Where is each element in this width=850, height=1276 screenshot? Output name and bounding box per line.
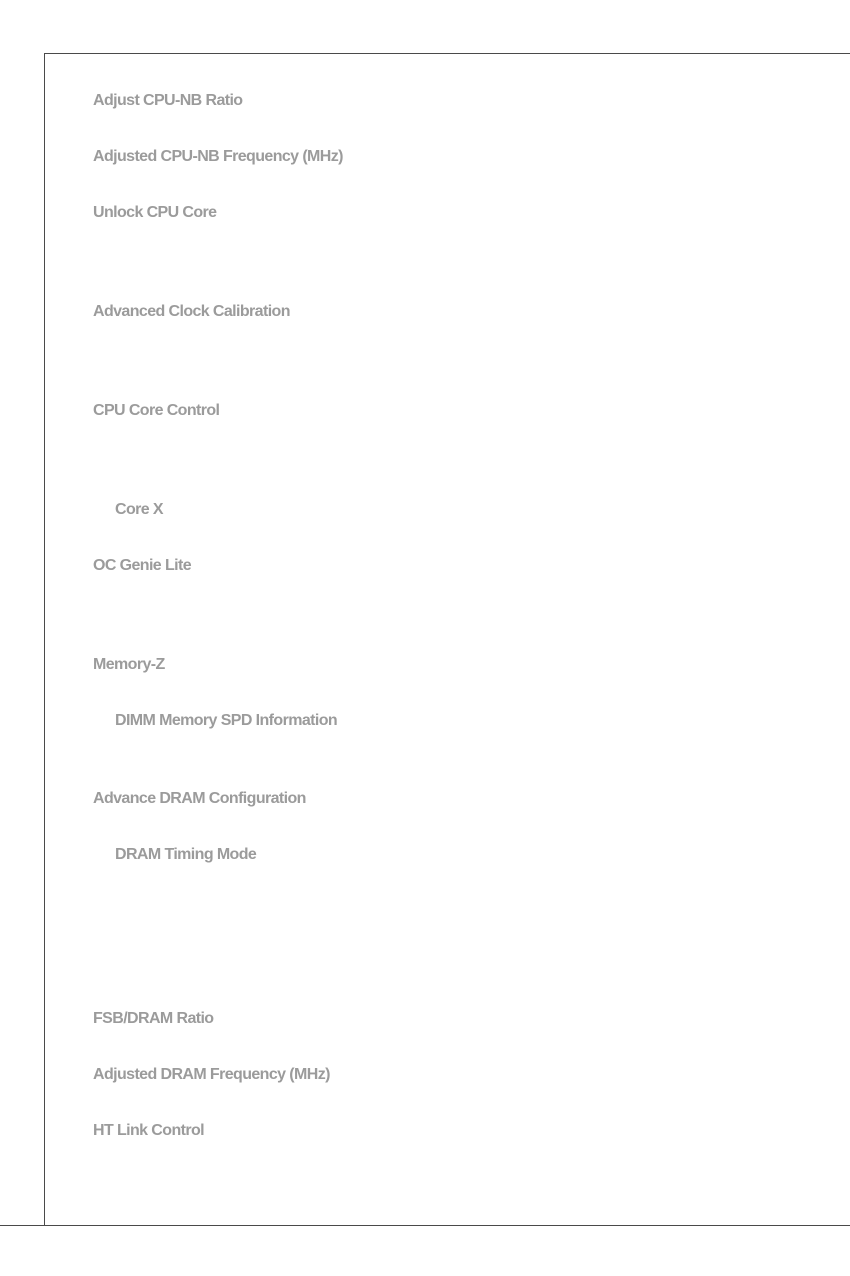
item-unlock-cpu-core: Unlock CPU Core (93, 204, 217, 221)
item-core-x: Core X (115, 501, 163, 518)
item-dram-timing-mode: DRAM Timing Mode (115, 846, 257, 863)
page-frame (44, 53, 850, 1226)
item-fsb-dram-ratio: FSB/DRAM Ratio (93, 1010, 214, 1027)
item-advance-dram-configuration: Advance DRAM Configuration (93, 790, 306, 807)
item-oc-genie-lite: OC Genie Lite (93, 557, 191, 574)
item-dimm-memory-spd-information: DIMM Memory SPD Information (115, 712, 338, 729)
item-advanced-clock-calibration: Advanced Clock Calibration (93, 303, 290, 320)
item-cpu-core-control: CPU Core Control (93, 402, 220, 419)
item-adjusted-cpu-nb-frequency: Adjusted CPU-NB Frequency (MHz) (93, 148, 343, 165)
item-ht-link-control: HT Link Control (93, 1122, 204, 1139)
item-adjusted-dram-frequency: Adjusted DRAM Frequency (MHz) (93, 1066, 330, 1083)
item-memory-z: Memory-Z (93, 656, 165, 673)
item-adjust-cpu-nb-ratio: Adjust CPU-NB Ratio (93, 92, 243, 109)
bottom-rule (0, 1225, 44, 1226)
